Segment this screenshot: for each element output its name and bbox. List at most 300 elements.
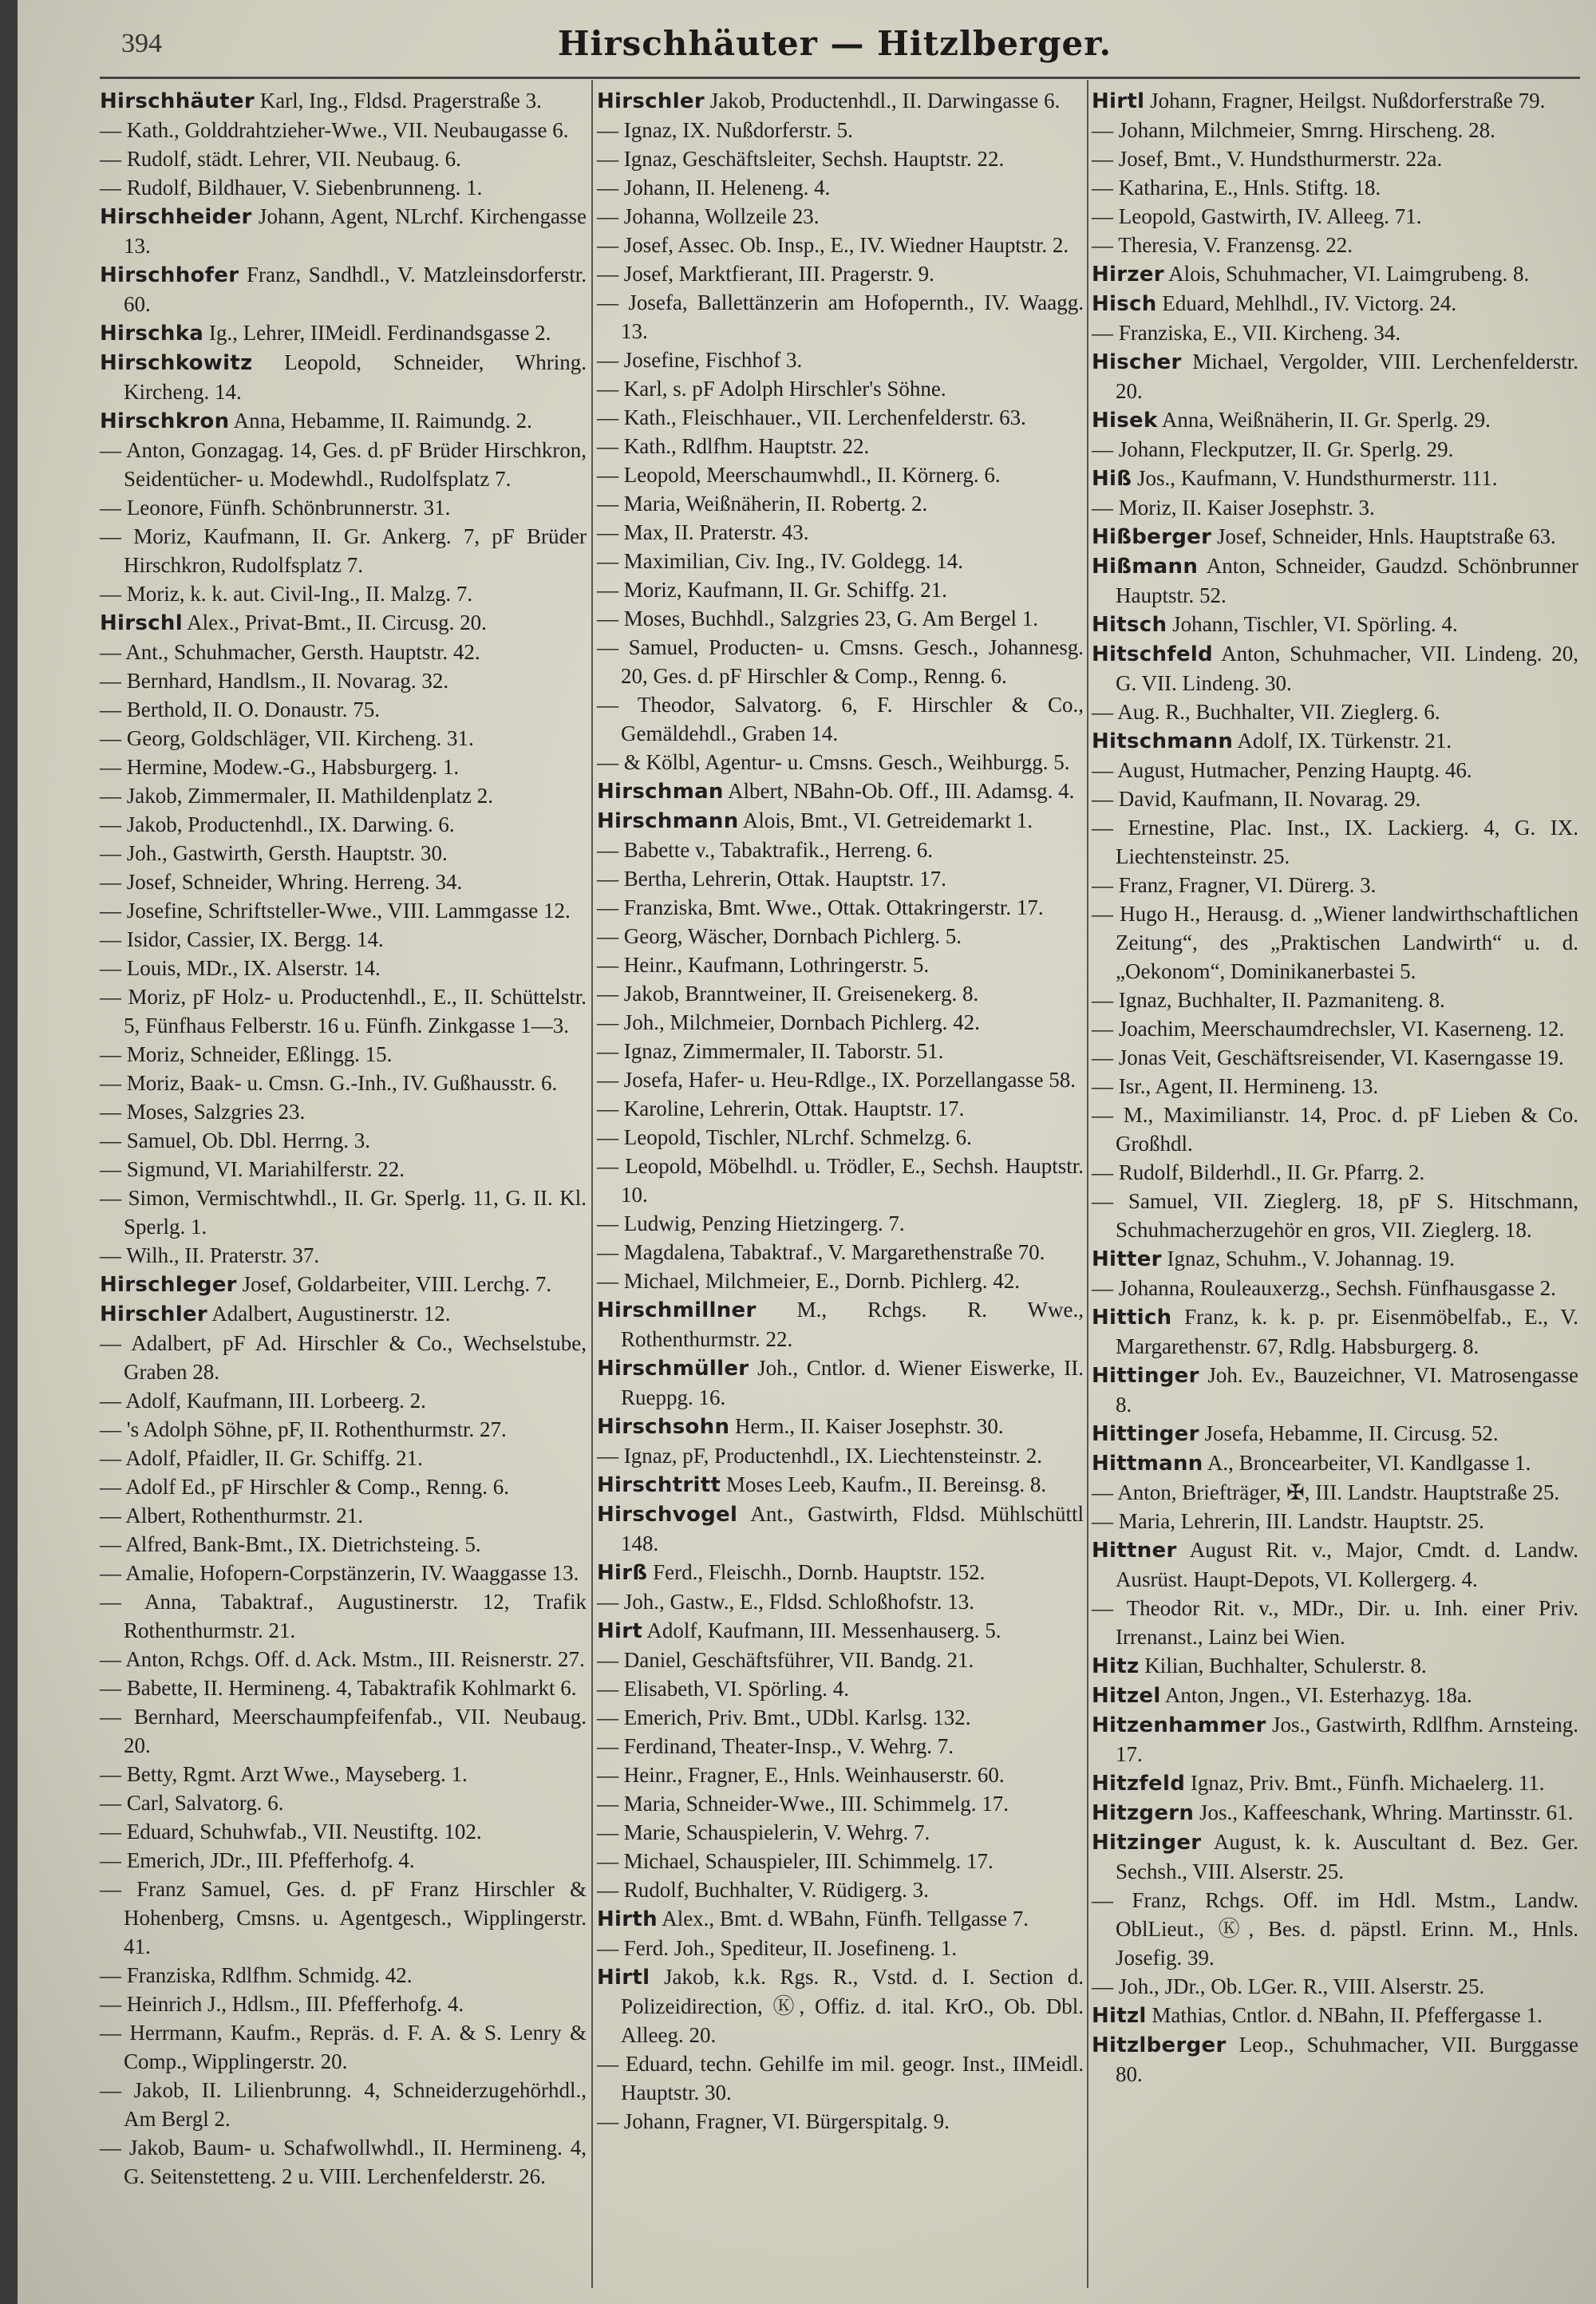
entry-details: — Leopold, Möbelhdl. u. Trödler, E., Sechsh. Hauptstr. 10. bbox=[597, 1154, 1084, 1207]
entry-details: — Samuel, Producten- u. Cmsns. Gesch., Johannesg. 20, Ges. d. pF Hirschler & Comp., Renng. 6. bbox=[597, 635, 1084, 688]
entry-details: — Josef, Schneider, Whring. Herreng. 34. bbox=[100, 870, 463, 894]
directory-entry bbox=[1092, 86, 1578, 116]
directory-entry bbox=[1092, 1828, 1578, 1886]
entry-details: — Jakob, Zimmermaler, II. Mathildenplatz 2. bbox=[100, 784, 494, 808]
directory-entry bbox=[597, 1674, 1084, 1703]
entry-details: — Moriz, pF Holz- u. Productenhdl., E., II. Schüttelstr. 5, Fünfhaus Felberstr. 16 u. Fünfh. Zinkgasse 1—3. bbox=[100, 985, 587, 1037]
entry-details: — Theresia, V. Franzensg. 22. bbox=[1092, 233, 1353, 257]
entry-details: — Leopold, Gastwirth, IV. Alleeg. 71. bbox=[1092, 204, 1422, 228]
entry-surname: Hirschl bbox=[100, 611, 183, 635]
entry-details: — Johanna, Wollzeile 23. bbox=[597, 204, 820, 228]
directory-entry bbox=[597, 1500, 1084, 1558]
entry-surname: Hirtl bbox=[1092, 89, 1145, 113]
entry-details: — Josefine, Schriftsteller-Wwe., VIII. Lammgasse 12. bbox=[100, 899, 571, 923]
entry-details: Johann, Tischler, VI. Spörling. 4. bbox=[1167, 612, 1458, 636]
directory-entry bbox=[100, 1846, 587, 1875]
directory-entry bbox=[1092, 1302, 1578, 1361]
directory-entry bbox=[597, 259, 1084, 288]
entry-details: Jos., Kaffeeschank, Whring. Martinsstr. 61. bbox=[1194, 1800, 1574, 1824]
directory-entry bbox=[1092, 318, 1578, 347]
entry-details: — Josefine, Fischhof 3. bbox=[597, 348, 803, 372]
entry-details: Anna, Weißnäherin, II. Gr. Sperlg. 29. bbox=[1157, 408, 1491, 432]
directory-entry bbox=[597, 1354, 1084, 1412]
directory-entry bbox=[100, 2076, 587, 2133]
entry-details: Jakob, k.k. Rgs. R., Vstd. d. I. Section d. Polizeidirection, Ⓚ, Offiz. d. ital. KrO., Ob. Dbl. Alleeg. 20. bbox=[621, 1965, 1084, 2047]
directory-entry bbox=[100, 753, 587, 781]
directory-entry bbox=[100, 1126, 587, 1155]
entry-details: M., Rchgs. R. Wwe., Rothenthurmstr. 22. bbox=[621, 1298, 1084, 1351]
directory-entry bbox=[100, 1386, 587, 1415]
entry-details: — Joh., JDr., Ob. LGer. R., VIII. Alserstr. 25. bbox=[1092, 1974, 1485, 1998]
directory-entry bbox=[1092, 347, 1578, 405]
directory-entry bbox=[597, 288, 1084, 346]
directory-entry bbox=[1092, 435, 1578, 464]
entry-details: — Hugo H., Herausg. d. „Wiener landwirthschaftlichen Zeitung“, des „Praktischen Landwirth“ u. d. „Oekonom“, Dominikanerbastei 5. bbox=[1092, 902, 1578, 983]
entry-surname: Hitzel bbox=[1092, 1684, 1161, 1708]
entry-details: — Josef, Bmt., V. Hundsthurmerstr. 22a. bbox=[1092, 147, 1443, 171]
entry-details: — Jakob, Productenhdl., IX. Darwing. 6. bbox=[100, 812, 455, 836]
entry-details: — 's Adolph Söhne, pF, II. Rothenthurmstr. 27. bbox=[100, 1417, 507, 1441]
entry-details: — Karoline, Lehrerin, Ottak. Hauptstr. 17. bbox=[597, 1097, 965, 1120]
entry-surname: Hittmann bbox=[1092, 1452, 1203, 1476]
entry-details: — Johanna, Rouleauxerzg., Sechsh. Fünfhausgasse 2. bbox=[1092, 1276, 1556, 1300]
entry-details: — Moriz, k. k. aut. Civil-Ing., II. Malzg. 7. bbox=[100, 582, 473, 606]
directory-entry bbox=[597, 1008, 1084, 1037]
directory-entry bbox=[1092, 259, 1578, 289]
entry-details: August Rit. v., Major, Cmdt. d. Landw. Ausrüst. Haupt-Depots, VI. Kollergerg. 4. bbox=[1116, 1538, 1578, 1591]
entry-details: — David, Kaufmann, II. Novarag. 29. bbox=[1092, 787, 1421, 811]
entry-surname: Hirschka bbox=[100, 322, 204, 346]
entry-details: Josef, Schneider, Hnls. Hauptstraße 63. bbox=[1211, 524, 1556, 548]
directory-entry bbox=[100, 436, 587, 493]
directory-entry bbox=[1092, 986, 1578, 1014]
directory-entry bbox=[100, 318, 587, 348]
entry-surname: Hirschsohn bbox=[597, 1415, 730, 1439]
directory-entry bbox=[1092, 173, 1578, 202]
directory-entry bbox=[1092, 2001, 1578, 2030]
entry-surname: Hirschvogel bbox=[597, 1503, 738, 1527]
directory-entry bbox=[100, 1415, 587, 1444]
directory-entry bbox=[1092, 1072, 1578, 1101]
entry-details: — Ignaz, pF, Productenhdl., IX. Liechtensteinstr. 2. bbox=[597, 1444, 1042, 1468]
directory-entry bbox=[597, 489, 1084, 518]
directory-entry bbox=[597, 633, 1084, 690]
page-header bbox=[105, 22, 1564, 70]
directory-entry bbox=[597, 1470, 1084, 1500]
entry-surname: Hirschkron bbox=[100, 409, 230, 433]
directory-entry bbox=[100, 1990, 587, 2018]
directory-entry bbox=[100, 982, 587, 1040]
entry-details: — Albert, Rothenthurmstr. 21. bbox=[100, 1504, 363, 1527]
entry-details: Eduard, Mehlhdl., IV. Victorg. 24. bbox=[1156, 291, 1457, 315]
directory-entry bbox=[1092, 231, 1578, 259]
entry-details: — Ferd. Joh., Spediteur, II. Josefineng. 1. bbox=[597, 1936, 958, 1960]
entry-details: — & Kölbl, Agentur- u. Cmsns. Gesch., Weihburgg. 5. bbox=[597, 750, 1070, 774]
entry-details: — Isr., Agent, II. Hermineng. 13. bbox=[1092, 1074, 1379, 1098]
entry-details: — Josef, Marktfierant, III. Pragerstr. 9. bbox=[597, 262, 934, 286]
directory-entry bbox=[100, 1674, 587, 1702]
entry-surname: Hirtl bbox=[597, 1966, 650, 1990]
entry-details: — Kath., Golddrahtzieher-Wwe., VII. Neubaugasse 6. bbox=[100, 118, 569, 142]
directory-entry bbox=[1092, 116, 1578, 144]
entry-details: — Elisabeth, VI. Spörling. 4. bbox=[597, 1677, 849, 1701]
directory-entry bbox=[1092, 1274, 1578, 1302]
directory-entry bbox=[100, 406, 587, 436]
directory-entry bbox=[1092, 639, 1578, 698]
entry-details: — Emerich, Priv. Bmt., UDbl. Karlsg. 132. bbox=[597, 1705, 971, 1729]
directory-entry bbox=[100, 1184, 587, 1241]
entry-surname: Hitzinger bbox=[1092, 1831, 1202, 1855]
entry-details: — Maria, Schneider-Wwe., III. Schimmelg. 17. bbox=[597, 1792, 1009, 1816]
directory-entry bbox=[597, 1761, 1084, 1789]
entry-details: — Jakob, II. Lilienbrunng. 4, Schneiderzugehörhdl., Am Bergl 2. bbox=[100, 2078, 587, 2131]
entry-details: Joh. Ev., Bauzeichner, VI. Matrosengasse 8. bbox=[1116, 1363, 1578, 1417]
entry-details: Josefa, Hebamme, II. Circusg. 52. bbox=[1199, 1421, 1499, 1445]
entry-details: — Carl, Salvatorg. 6. bbox=[100, 1791, 284, 1815]
entry-surname: Hitschmann bbox=[1092, 729, 1234, 753]
entry-surname: Hirschkowitz bbox=[100, 351, 253, 375]
entry-details: — Samuel, VII. Zieglerg. 18, pF S. Hitschmann, Schuhmacherzugehör en gros, VII. Zieglerg. 18. bbox=[1092, 1189, 1578, 1242]
entry-details: — Eduard, Schuhwfab., VII. Neustiftg. 102. bbox=[100, 1820, 482, 1844]
entry-details: Leop., Schuhmacher, VII. Burggasse 80. bbox=[1116, 2033, 1578, 2086]
directory-entry bbox=[1092, 1158, 1578, 1187]
entry-details: — Heinrich J., Hdlsm., III. Pfefferhofg. 4. bbox=[100, 1992, 464, 2016]
entry-details: Anton, Jngen., VI. Esterhazyg. 18a. bbox=[1160, 1683, 1472, 1707]
directory-entry bbox=[597, 1152, 1084, 1209]
entry-details: — Johann, II. Heleneng. 4. bbox=[597, 176, 831, 200]
entry-details: Jos., Kaufmann, V. Hundsthurmerstr. 111. bbox=[1132, 466, 1498, 490]
entry-surname: Hirschler bbox=[100, 1302, 207, 1326]
directory-entry bbox=[597, 202, 1084, 231]
entry-details: — Louis, MDr., IX. Alserstr. 14. bbox=[100, 956, 381, 980]
entry-details: — Johann, Fragner, VI. Bürgerspitalg. 9. bbox=[597, 2109, 950, 2133]
directory-entry bbox=[100, 638, 587, 666]
directory-entry bbox=[100, 1530, 587, 1559]
entry-details: Franz, Sandhdl., V. Matzleinsdorferstr. 60. bbox=[124, 263, 587, 316]
directory-entry bbox=[100, 666, 587, 695]
entry-details: — Ignaz, Buchhalter, II. Pazmaniteng. 8. bbox=[1092, 988, 1445, 1012]
entry-details: — Eduard, techn. Gehilfe im mil. geogr. Inst., IIMeidl. Hauptstr. 30. bbox=[597, 2052, 1084, 2104]
entry-surname: Hisch bbox=[1092, 292, 1157, 316]
entry-surname: Hirschman bbox=[597, 780, 724, 804]
entry-details: — Moriz, Schneider, Eßlingg. 15. bbox=[100, 1042, 393, 1066]
directory-entry bbox=[100, 781, 587, 810]
directory-entry bbox=[1092, 1361, 1578, 1419]
directory-entry bbox=[100, 116, 587, 144]
entry-details: — Moriz, Kaufmann, II. Gr. Schiffg. 21. bbox=[597, 578, 947, 602]
directory-entry bbox=[100, 839, 587, 867]
directory-entry bbox=[597, 1847, 1084, 1875]
directory-entry bbox=[1092, 871, 1578, 899]
directory-entry bbox=[1092, 1187, 1578, 1244]
directory-entry bbox=[1092, 405, 1578, 435]
directory-entry bbox=[1092, 1478, 1578, 1507]
entry-surname: Hitzlberger bbox=[1092, 2033, 1227, 2057]
directory-entry bbox=[100, 86, 587, 116]
entry-surname: Hittich bbox=[1092, 1306, 1172, 1330]
entry-details: — Ludwig, Penzing Hietzingerg. 7. bbox=[597, 1211, 905, 1235]
entry-details: — Samuel, Ob. Dbl. Herrng. 3. bbox=[100, 1128, 370, 1152]
directory-entry bbox=[100, 260, 587, 318]
entry-details: — Adolf, Pfaidler, II. Gr. Schiffg. 21. bbox=[100, 1446, 423, 1470]
entry-details: — Rudolf, Bilderhdl., II. Gr. Pfarrg. 2. bbox=[1092, 1160, 1425, 1184]
directory-entry bbox=[597, 836, 1084, 864]
directory-entry bbox=[1092, 1769, 1578, 1798]
directory-entry bbox=[597, 144, 1084, 173]
directory-entry bbox=[1092, 1651, 1578, 1681]
directory-entry bbox=[1092, 1043, 1578, 1072]
entry-details: Leopold, Schneider, Whring. Kircheng. 14. bbox=[124, 350, 587, 404]
directory-entry bbox=[597, 1962, 1084, 2049]
entry-details: — Georg, Wäscher, Dornbach Pichlerg. 5. bbox=[597, 924, 962, 948]
column-divider bbox=[1087, 80, 1088, 2288]
entry-surname: Hiß bbox=[1092, 467, 1132, 491]
directory-entry bbox=[100, 1961, 587, 1990]
entry-details: — August, Hutmacher, Penzing Hauptg. 46. bbox=[1092, 758, 1472, 782]
directory-entry bbox=[1092, 1710, 1578, 1769]
entry-details: — Jonas Veit, Geschäftsreisender, VI. Kaserngasse 19. bbox=[1092, 1045, 1564, 1069]
entry-details: — Sigmund, VI. Mariahilferstr. 22. bbox=[100, 1157, 405, 1181]
entry-surname: Hirschmillner bbox=[597, 1298, 757, 1322]
directory-entry bbox=[100, 954, 587, 982]
entry-details: — Bernhard, Meerschaumpfeifenfab., VII. Neubaug. 20. bbox=[100, 1705, 587, 1757]
directory-entry bbox=[597, 950, 1084, 979]
entry-details: — Moriz, Baak- u. Cmsn. G.-Inh., IV. Gußhausstr. 6. bbox=[100, 1071, 558, 1095]
entry-details: — Anna, Tabaktraf., Augustinerstr. 12, Trafik Rothenthurmstr. 21. bbox=[100, 1590, 587, 1642]
directory-entry bbox=[100, 724, 587, 753]
entry-details: Anton, Schuhmacher, VII. Lindeng. 20, G. VII. Lindeng. 30. bbox=[1116, 642, 1578, 695]
entry-details: — Franz, Fragner, VI. Dürerg. 3. bbox=[1092, 873, 1377, 897]
directory-entry bbox=[1092, 1594, 1578, 1651]
entry-details: — Franz, Rchgs. Off. im Hdl. Mstm., Landw. OblLieut., Ⓚ, Bes. d. päpstl. Erinn. M., Hnls. Josefig. 39. bbox=[1092, 1888, 1578, 1970]
entry-details: — Joh., Gastw., E., Fldsd. Schloßhofstr. 13. bbox=[597, 1590, 975, 1614]
directory-entry bbox=[597, 1267, 1084, 1295]
entry-details: Johann, Agent, NLrchf. Kirchengasse 13. bbox=[124, 204, 587, 258]
directory-entry bbox=[1092, 144, 1578, 173]
entry-details: Ignaz, Priv. Bmt., Fünfh. Michaelerg. 11. bbox=[1185, 1771, 1545, 1795]
directory-entry bbox=[100, 2133, 587, 2191]
entry-surname: Hisek bbox=[1092, 409, 1158, 433]
directory-entry bbox=[597, 1616, 1084, 1646]
entry-details: — M., Maximilianstr. 14, Proc. d. pF Lieben & Co. Großhdl. bbox=[1092, 1103, 1578, 1156]
directory-entry bbox=[597, 173, 1084, 202]
directory-entry bbox=[1092, 289, 1578, 318]
directory-entry bbox=[1092, 726, 1578, 756]
directory-entry bbox=[1092, 1448, 1578, 1478]
entry-details: — Marie, Schauspielerin, V. Wehrg. 7. bbox=[597, 1820, 930, 1844]
entry-details: — Heinr., Fragner, E., Hnls. Weinhauserstr. 60. bbox=[597, 1763, 1005, 1787]
directory-entry bbox=[597, 403, 1084, 432]
entry-details: — Moriz, II. Kaiser Josephstr. 3. bbox=[1092, 496, 1375, 520]
entry-details: Alex., Bmt. d. WBahn, Fünfh. Tellgasse 7. bbox=[657, 1907, 1029, 1931]
entry-details: Ant., Gastwirth, Fldsd. Mühlschüttl 148. bbox=[621, 1502, 1084, 1555]
directory-entry bbox=[100, 810, 587, 839]
entry-details: — Bertha, Lehrerin, Ottak. Hauptstr. 17. bbox=[597, 867, 946, 891]
entry-details: — Isidor, Cassier, IX. Bergg. 14. bbox=[100, 927, 384, 951]
directory-entry bbox=[100, 1472, 587, 1501]
directory-entry bbox=[1092, 1886, 1578, 1972]
directory-entry bbox=[597, 1123, 1084, 1152]
directory-entry bbox=[100, 2018, 587, 2076]
entry-details: — Moses, Salzgries 23. bbox=[100, 1100, 306, 1124]
directory-entry bbox=[597, 1065, 1084, 1094]
directory-entry bbox=[597, 777, 1084, 806]
directory-entry bbox=[597, 460, 1084, 489]
entry-details: — Herrmann, Kaufm., Repräs. d. F. A. & S. Lenry & Comp., Wipplingerstr. 20. bbox=[100, 2021, 587, 2073]
entry-surname: Hittinger bbox=[1092, 1422, 1199, 1446]
entry-details: — Wilh., II. Praterstr. 37. bbox=[100, 1243, 320, 1267]
entry-surname: Hißberger bbox=[1092, 525, 1212, 549]
entry-details: Moses Leeb, Kaufm., II. Bereinsg. 8. bbox=[721, 1472, 1047, 1496]
directory-entry bbox=[1092, 756, 1578, 784]
directory-entry bbox=[597, 893, 1084, 922]
directory-entry bbox=[100, 1760, 587, 1788]
directory-entry bbox=[1092, 1101, 1578, 1158]
directory-entry bbox=[597, 518, 1084, 547]
entry-details: — Leopold, Meerschaumwhdl., II. Körnerg. 6. bbox=[597, 463, 1001, 487]
directory-entry bbox=[100, 1069, 587, 1097]
entry-surname: Hißmann bbox=[1092, 555, 1199, 579]
directory-entry bbox=[597, 1238, 1084, 1267]
entry-details: — Franziska, E., VII. Kircheng. 34. bbox=[1092, 321, 1401, 345]
directory-entry bbox=[100, 173, 587, 202]
directory-entry bbox=[100, 608, 587, 638]
entry-details: Adolf, Kaufmann, III. Messenhauserg. 5. bbox=[642, 1618, 1001, 1642]
directory-entry bbox=[1092, 784, 1578, 813]
directory-entry bbox=[597, 1209, 1084, 1238]
directory-entry bbox=[100, 1241, 587, 1270]
directory-entry bbox=[597, 231, 1084, 259]
directory-entry bbox=[597, 2107, 1084, 2136]
entry-surname: Hittner bbox=[1092, 1539, 1177, 1563]
directory-entry bbox=[100, 695, 587, 724]
directory-entry bbox=[100, 1299, 587, 1329]
directory-entry bbox=[1092, 522, 1578, 551]
entry-details: — Franziska, Rdlfhm. Schmidg. 42. bbox=[100, 1963, 413, 1987]
directory-entry bbox=[597, 1789, 1084, 1818]
directory-entry bbox=[1092, 1681, 1578, 1710]
entry-details: — Ignaz, IX. Nußdorferstr. 5. bbox=[597, 118, 853, 142]
directory-entry bbox=[597, 979, 1084, 1008]
entry-details: — Berthold, II. O. Donaustr. 75. bbox=[100, 698, 380, 721]
directory-entry bbox=[1092, 1244, 1578, 1274]
entry-details: — Leopold, Tischler, NLrchf. Schmelzg. 6. bbox=[597, 1125, 972, 1149]
directory-entry bbox=[1092, 1507, 1578, 1535]
directory-entry bbox=[597, 1875, 1084, 1904]
directory-entry bbox=[100, 1155, 587, 1184]
entry-details: — Anton, Rchgs. Off. d. Ack. Mstm., III. Reisnerstr. 27. bbox=[100, 1647, 585, 1671]
entry-details: — Johann, Milchmeier, Smrng. Hirscheng. 28. bbox=[1092, 118, 1495, 142]
directory-entry bbox=[100, 1645, 587, 1674]
entry-details: Joh., Cntlor. d. Wiener Eiswerke, II. Rueppg. 16. bbox=[621, 1356, 1084, 1409]
entry-details: — Daniel, Geschäftsführer, VII. Bandg. 21. bbox=[597, 1648, 974, 1672]
entry-surname: Hittinger bbox=[1092, 1364, 1199, 1388]
entry-details: — Ferdinand, Theater-Insp., V. Wehrg. 7. bbox=[597, 1734, 954, 1758]
directory-entry bbox=[100, 493, 587, 522]
directory-entry bbox=[100, 1444, 587, 1472]
directory-entry bbox=[100, 1329, 587, 1386]
entry-details: Mathias, Cntlor. d. NBahn, II. Pfeffergasse 1. bbox=[1146, 2003, 1543, 2027]
directory-entry bbox=[597, 1703, 1084, 1732]
column-2 bbox=[597, 86, 1084, 2136]
directory-entry bbox=[597, 1412, 1084, 1441]
directory-entry bbox=[1092, 813, 1578, 871]
entry-details: — Josefa, Ballettänzerin am Hofopernth., IV. Waagg. 13. bbox=[597, 290, 1084, 343]
directory-entry bbox=[100, 1702, 587, 1760]
entry-details: Adalbert, Augustinerstr. 12. bbox=[207, 1302, 451, 1326]
entry-details: — Joachim, Meerschaumdrechsler, VI. Kaserneng. 12. bbox=[1092, 1017, 1565, 1041]
entry-details: — Maria, Lehrerin, III. Landstr. Hauptstr. 25. bbox=[1092, 1509, 1484, 1533]
entry-details: — Alfred, Bank-Bmt., IX. Dietrichsteing. 5. bbox=[100, 1532, 481, 1556]
entry-details: — Maria, Weißnäherin, II. Robertg. 2. bbox=[597, 492, 928, 516]
entry-surname: Hirth bbox=[597, 1907, 658, 1931]
entry-details: — Rudolf, Buchhalter, V. Rüdigerg. 3. bbox=[597, 1878, 929, 1902]
directory-entry bbox=[1092, 698, 1578, 726]
entry-details: Herm., II. Kaiser Josephstr. 30. bbox=[729, 1414, 1004, 1438]
directory-entry bbox=[597, 1441, 1084, 1470]
entry-details: Franz, k. k. p. pr. Eisenmöbelfab., E., V. Margarethenstr. 67, Rdlg. Habsburgerg. 8. bbox=[1116, 1305, 1578, 1358]
entry-surname: Hirschler bbox=[597, 89, 705, 113]
entry-details: — Katharina, E., Hnls. Stiftg. 18. bbox=[1092, 176, 1381, 200]
entry-details: — Ant., Schuhmacher, Gersth. Hauptstr. 42. bbox=[100, 640, 480, 664]
directory-entry bbox=[1092, 610, 1578, 639]
directory-entry bbox=[100, 348, 587, 406]
directory-entry bbox=[100, 202, 587, 260]
directory-entry bbox=[597, 1646, 1084, 1674]
directory-entry bbox=[100, 925, 587, 954]
entry-details: Alex., Privat-Bmt., II. Circusg. 20. bbox=[182, 611, 487, 634]
entry-surname: Hirzer bbox=[1092, 263, 1164, 287]
directory-entry bbox=[597, 748, 1084, 777]
directory-entry bbox=[597, 432, 1084, 460]
directory-entry bbox=[100, 1559, 587, 1587]
entry-details: Ig., Lehrer, IIMeidl. Ferdinandsgasse 2. bbox=[203, 321, 551, 345]
entry-surname: Hirschmüller bbox=[597, 1357, 749, 1381]
entry-surname: Hirschmann bbox=[597, 809, 739, 833]
directory-entry bbox=[597, 1558, 1084, 1587]
entry-details: — Adolf, Kaufmann, III. Lorbeerg. 2. bbox=[100, 1389, 426, 1413]
directory-entry bbox=[1092, 551, 1578, 610]
directory-entry bbox=[597, 1587, 1084, 1616]
entry-details: — Bernhard, Handlsm., II. Novarag. 32. bbox=[100, 669, 449, 693]
directory-entry bbox=[1092, 1535, 1578, 1594]
directory-entry bbox=[100, 1040, 587, 1069]
directory-entry bbox=[100, 1875, 587, 1961]
entry-details: — Ignaz, Zimmermaler, II. Taborstr. 51. bbox=[597, 1039, 944, 1063]
page-title: Hirschhäuter — Hitzlberger. bbox=[557, 24, 1112, 63]
directory-entry bbox=[100, 1270, 587, 1299]
entry-details: — Rudolf, Bildhauer, V. Siebenbrunneng. 1. bbox=[100, 176, 483, 200]
entry-details: — Babette, II. Hermineng. 4, Tabaktrafik Kohlmarkt 6. bbox=[100, 1676, 577, 1700]
entry-details: Karl, Ing., Fldsd. Pragerstraße 3. bbox=[254, 89, 542, 113]
directory-entry bbox=[597, 1904, 1084, 1934]
directory-entry bbox=[597, 1818, 1084, 1847]
entry-details: — Leonore, Fünfh. Schönbrunnerstr. 31. bbox=[100, 496, 451, 520]
entry-surname: Hitschfeld bbox=[1092, 642, 1213, 666]
directory-entry bbox=[100, 896, 587, 925]
entry-details: — Franziska, Bmt. Wwe., Ottak. Ottakringerstr. 17. bbox=[597, 895, 1044, 919]
directory-entry bbox=[100, 1817, 587, 1846]
entry-details: — Kath., Rdlfhm. Hauptstr. 22. bbox=[597, 434, 870, 458]
entry-details: — Moses, Buchhdl., Salzgries 23, G. Am Bergel 1. bbox=[597, 607, 1038, 630]
directory-entry bbox=[597, 116, 1084, 144]
entry-details: — Georg, Goldschläger, VII. Kircheng. 31. bbox=[100, 726, 474, 750]
entry-details: — Amalie, Hofopern-Corpstänzerin, IV. Waaggasse 13. bbox=[100, 1561, 579, 1585]
entry-details: Anna, Hebamme, II. Raimundg. 2. bbox=[229, 409, 532, 433]
entry-details: — Josefa, Hafer- u. Heu-Rdlge., IX. Porzellangasse 58. bbox=[597, 1068, 1077, 1092]
column-3 bbox=[1092, 86, 1578, 2089]
entry-details: Albert, NBahn-Ob. Off., III. Adamsg. 4. bbox=[723, 779, 1075, 803]
